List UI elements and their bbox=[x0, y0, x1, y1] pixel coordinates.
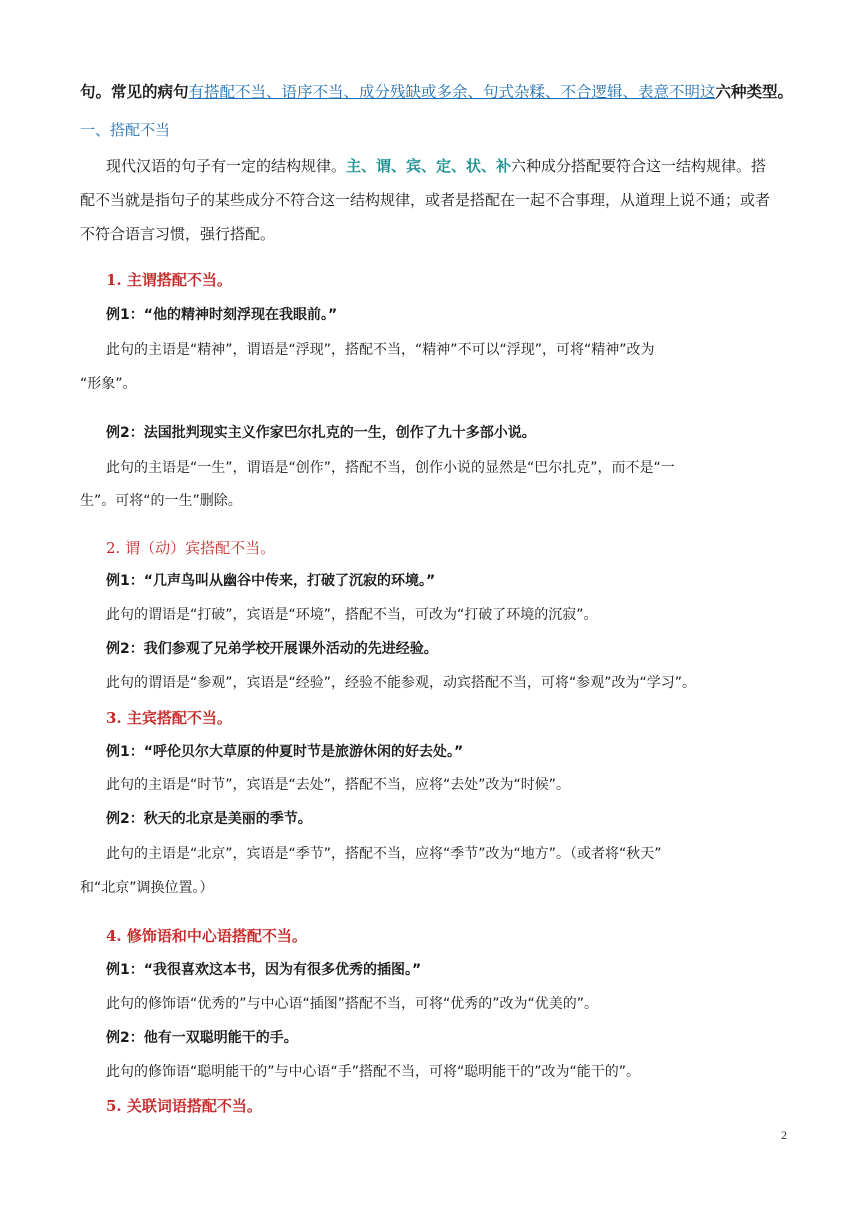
item-title: 2. 谓（动）宾搭配不当。 bbox=[106, 539, 276, 557]
example-label: 例2：我们参观了兄弟学校开展课外活动的先进经验。 bbox=[106, 641, 438, 657]
example-label: 例1：“我很喜欢这本书，因为有很多优秀的插图。” bbox=[106, 962, 422, 978]
example-explanation: 此句的主语是“时节”，宾语是“去处”，搭配不当，应将“去处”改为“时候”。 bbox=[106, 777, 571, 793]
example-explanation: 此句的修饰语“聪明能干的”与中心语“手”搭配不当，可将“聪明能干的”改为“能干的”。 bbox=[106, 1064, 641, 1080]
example-explanation: 此句的谓语是“打破”，宾语是“环境”，搭配不当，可改为“打破了环境的沉寂”。 bbox=[106, 607, 598, 623]
example-label: 例2：秋天的北京是美丽的季节。 bbox=[106, 811, 312, 827]
item-title: 4. 修饰语和中心语搭配不当。 bbox=[106, 927, 307, 945]
section-paragraph-line-2: 配不当就是指句子的某些成分不符合这一结构规律，或者是搭配在一起不合事理，从道理上说不通；或者 bbox=[80, 191, 771, 209]
example-label: 例2：他有一双聪明能干的手。 bbox=[106, 1030, 298, 1046]
item-title: 1. 主谓搭配不当。 bbox=[106, 271, 232, 289]
para-text: 现代汉语的句子有一定的结构规律。 bbox=[106, 157, 347, 175]
example-explanation: 和“北京”调换位置。） bbox=[80, 880, 214, 896]
example-explanation: 此句的修饰语“优秀的”与中心语“插图”搭配不当，可将“优秀的”改为“优美的”。 bbox=[106, 996, 599, 1012]
item-title: 3. 主宾搭配不当。 bbox=[106, 709, 232, 727]
example-label: 例1：“呼伦贝尔大草原的仲夏时节是旅游休闲的好去处。” bbox=[106, 744, 464, 760]
example-label: 例2：法国批判现实主义作家巴尔扎克的一生，创作了九十多部小说。 bbox=[106, 425, 536, 441]
section-paragraph-line-3: 不符合语言习惯，强行搭配。 bbox=[80, 225, 276, 243]
intro-line bbox=[80, 82, 794, 102]
intro-before: 句。常见的病句 bbox=[80, 82, 189, 101]
section-heading: 一、搭配不当 bbox=[80, 121, 171, 139]
error-types-link[interactable]: 有搭配不当、语序不当、成分残缺或多余、句式杂糅、不合逻辑、表意不明这 bbox=[188, 83, 716, 101]
example-explanation: “形象”。 bbox=[80, 376, 137, 392]
example-label: 例1：“他的精神时刻浮现在我眼前。” bbox=[106, 307, 338, 323]
intro-after: 六种类型。 bbox=[715, 82, 794, 101]
item-title: 5. 关联词语搭配不当。 bbox=[106, 1097, 262, 1115]
example-explanation: 此句的主语是“一生”，谓语是“创作”，搭配不当，创作小说的显然是“巴尔扎克”，而不是“一 bbox=[106, 460, 675, 476]
example-explanation: 此句的主语是“北京”，宾语是“季节”，搭配不当，应将“季节”改为“地方”。（或者将“秋天” bbox=[106, 846, 662, 862]
example-label: 例1：“几声鸟叫从幽谷中传来，打破了沉寂的环境。” bbox=[106, 573, 436, 589]
example-explanation: 此句的谓语是“参观”，宾语是“经验”，经验不能参观，动宾搭配不当，可将“参观”改为“学习”。 bbox=[106, 675, 697, 691]
example-explanation: 生”。可将“的一生”删除。 bbox=[80, 493, 242, 509]
example-explanation: 此句的主语是“精神”，谓语是“浮现”，搭配不当，“精神”不可以“浮现”，可将“精神”改为 bbox=[106, 342, 655, 358]
para-text: 六种成分搭配要符合这一结构规律。搭 bbox=[511, 157, 767, 175]
page-number: 2 bbox=[781, 1128, 787, 1142]
sentence-components: 主、谓、宾、定、状、补 bbox=[346, 157, 512, 175]
section-paragraph-line-1 bbox=[106, 156, 787, 176]
